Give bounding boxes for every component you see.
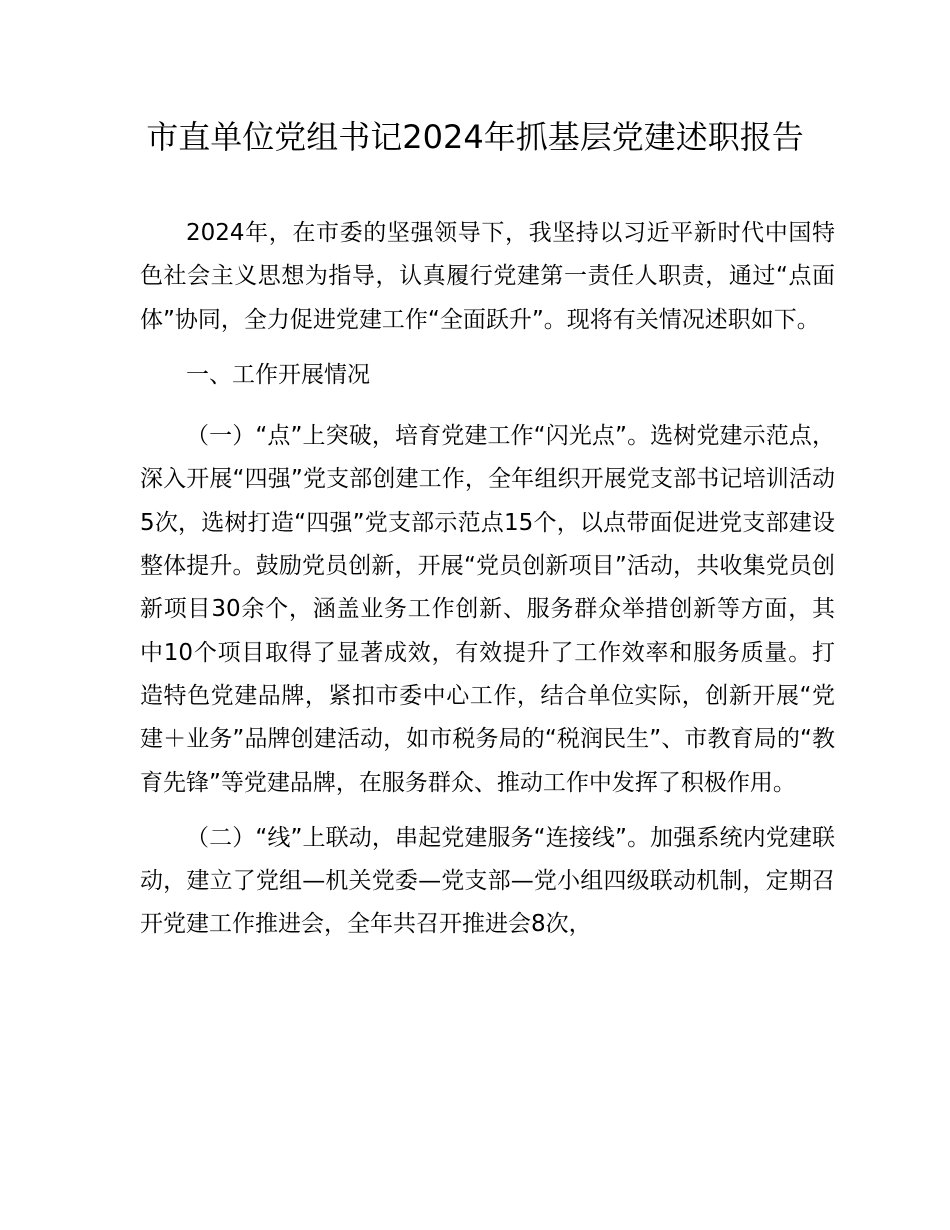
subsection-paragraph-1: （一）“点”上突破，培育党建工作“闪光点”。选树党建示范点，深入开展“四强”党支部创建工作，全年组织开展党支部书记培训活动5次，选树打造“四强”党支部示范点15个，以点带面促进党支部建设整体提升。鼓励党员创新，开展“党员创新项目”活动，共收集党员创新项目30余个，涵盖业务工作创新、服务群众举措创新等方面，其中10个项目取得了显著成效，有效提升了工作效率和服务质量。打造特色党建品牌，紧扣市委中心工作，结合单位实际，创新开展“党建＋业务”品牌创建活动，如市税务局的“税润民生”、市教育局的“教育先锋”等党建品牌，在服务群众、推动工作中发挥了积极作用。 bbox=[140, 423, 835, 796]
subsection-paragraph-2: （二）“线”上联动，串起党建服务“连接线”。加强系统内党建联动，建立了党组—机关党委—党支部—党小组四级联动机制，定期召开党建工作推进会，全年共召开推进会8次， bbox=[140, 824, 835, 938]
document-body bbox=[140, 212, 835, 959]
intro-paragraph: 2024年，在市委的坚强领导下，我坚持以习近平新时代中国特色社会主义思想为指导，认真履行党建第一责任人职责，通过“点面体”协同，全力促进党建工作“全面跃升”。现将有关情况述职如下。 bbox=[140, 220, 835, 333]
document-title: 市直单位党组书记2024年抓基层党建述职报告 bbox=[146, 118, 804, 156]
section-heading: 一、工作开展情况 bbox=[186, 361, 370, 388]
